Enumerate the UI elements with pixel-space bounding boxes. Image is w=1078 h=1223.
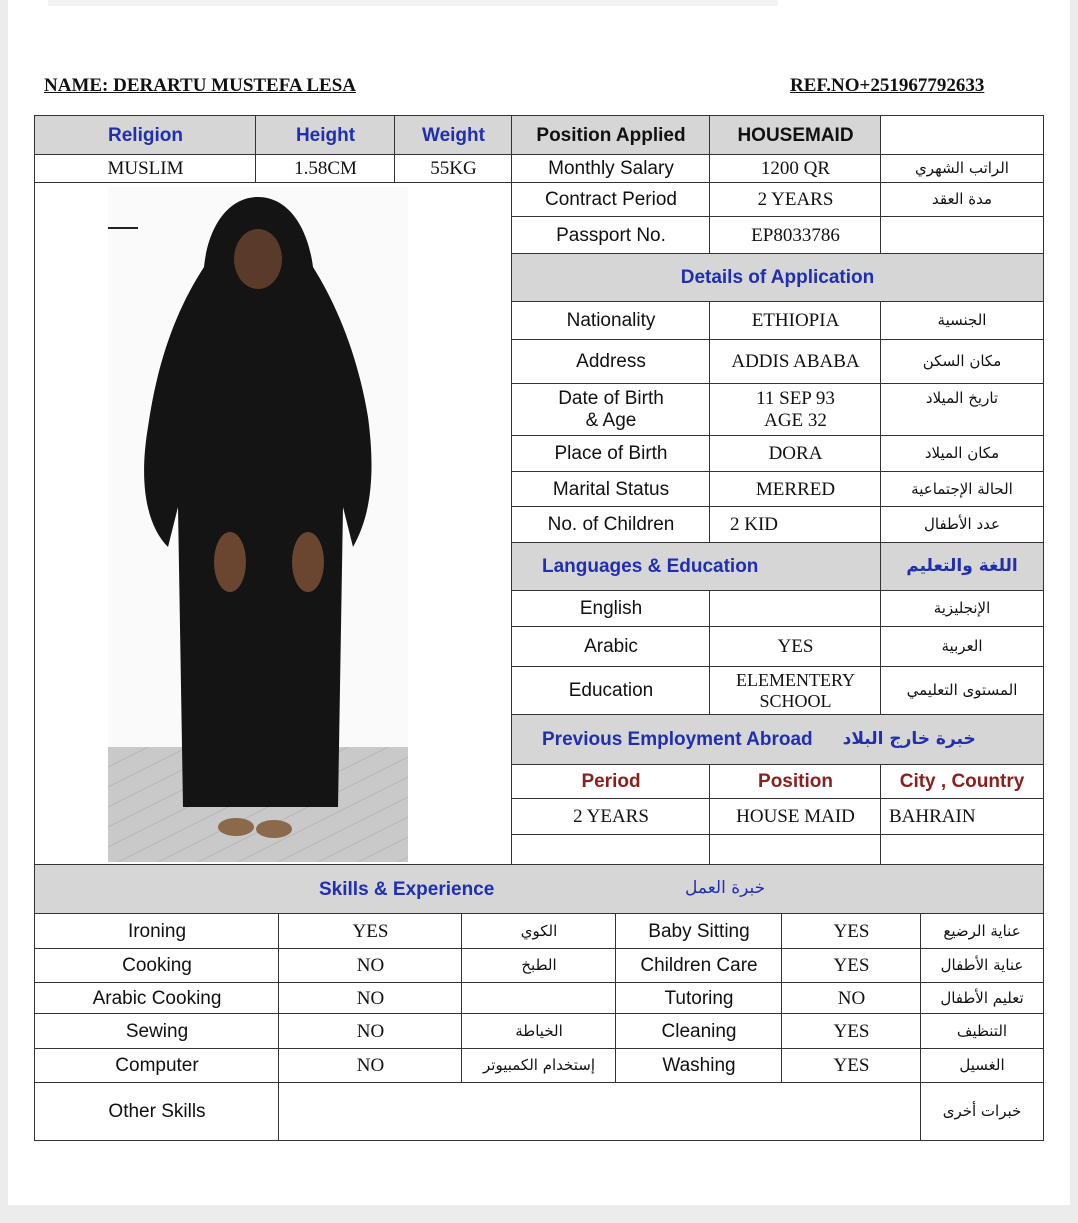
- skill-label: Children Care: [615, 948, 783, 984]
- skill-value: NO: [278, 1048, 463, 1084]
- empty-cell: [880, 834, 1044, 866]
- skill-arabic: الكوي: [461, 913, 617, 950]
- salary-value: 1200 QR: [709, 154, 882, 184]
- skill-arabic: الطبخ: [461, 948, 617, 984]
- children-label: No. of Children: [511, 506, 711, 544]
- skill-value: NO: [278, 1013, 463, 1050]
- skill-label: Baby Sitting: [615, 913, 783, 950]
- education-value: [709, 666, 882, 716]
- skills-section: [34, 864, 1044, 915]
- applicant-name: NAME: DERARTU MUSTEFA LESA: [44, 75, 356, 96]
- nationality-value: ETHIOPIA: [709, 301, 882, 341]
- skill-label: Ironing: [34, 913, 280, 950]
- position-header: Position: [709, 764, 882, 800]
- skill-arabic: تعليم الأطفال: [920, 982, 1044, 1015]
- pob-value: DORA: [709, 435, 882, 473]
- empty-cell: [880, 115, 1044, 156]
- children-value: 2 KID: [709, 506, 882, 544]
- education-arabic: المستوى التعليمي: [880, 666, 1044, 716]
- skill-value: YES: [278, 913, 463, 950]
- skills-section-title: Skills & Experience: [319, 879, 495, 900]
- skill-value: NO: [278, 948, 463, 984]
- skills-section-arabic: خبرة العمل: [685, 878, 766, 898]
- empty-cell: [709, 834, 882, 866]
- other-skills-value: [278, 1082, 922, 1141]
- skill-label: Cooking: [34, 948, 280, 984]
- nationality-arabic: الجنسية: [880, 301, 1044, 341]
- dob-label-line1: Date of Birth: [558, 388, 664, 410]
- salary-label: Monthly Salary: [511, 154, 711, 184]
- employment-section-title: Previous Employment Abroad: [542, 729, 813, 751]
- empty-cell: [511, 834, 711, 866]
- age-value: AGE 32: [764, 410, 827, 431]
- skill-value: YES: [781, 1048, 922, 1084]
- other-skills-arabic: خبرات أخرى: [920, 1082, 1044, 1141]
- dob-arabic: تاريخ الميلاد: [880, 383, 1044, 437]
- skill-arabic: إستخدام الكمبيوتر: [461, 1048, 617, 1084]
- city-country-header: City , Country: [880, 764, 1044, 800]
- passport-label: Passport No.: [511, 216, 711, 255]
- contract-label: Contract Period: [511, 182, 711, 218]
- period-header: Period: [511, 764, 711, 800]
- skill-value: NO: [781, 982, 922, 1015]
- arabic-arabic: العربية: [880, 626, 1044, 668]
- skill-arabic: [461, 982, 617, 1015]
- employment-section: [511, 714, 1044, 766]
- nationality-label: Nationality: [511, 301, 711, 341]
- arabic-label: Arabic: [511, 626, 711, 668]
- skill-value: YES: [781, 913, 922, 950]
- weight-label: Weight: [394, 115, 513, 156]
- languages-section-title: Languages & Education: [511, 542, 882, 592]
- dob-label: [511, 383, 711, 437]
- children-arabic: عدد الأطفال: [880, 506, 1044, 544]
- pob-label: Place of Birth: [511, 435, 711, 473]
- skill-label: Sewing: [34, 1013, 280, 1050]
- dob-value: [709, 383, 882, 437]
- employment-country: BAHRAIN: [880, 798, 1044, 836]
- pob-arabic: مكان الميلاد: [880, 435, 1044, 473]
- position-applied-value: HOUSEMAID: [709, 115, 882, 156]
- religion-label: Religion: [34, 115, 257, 156]
- skill-label: Arabic Cooking: [34, 982, 280, 1015]
- height-label: Height: [255, 115, 396, 156]
- skill-arabic: عناية الأطفال: [920, 948, 1044, 984]
- position-applied-label: Position Applied: [511, 115, 711, 156]
- skill-label: Tutoring: [615, 982, 783, 1015]
- skill-label: Cleaning: [615, 1013, 783, 1050]
- marital-value: MERRED: [709, 471, 882, 508]
- skill-value: YES: [781, 1013, 922, 1050]
- address-label: Address: [511, 339, 711, 385]
- skill-label: Computer: [34, 1048, 280, 1084]
- skill-value: NO: [278, 982, 463, 1015]
- english-arabic: الإنجليزية: [880, 590, 1044, 628]
- employment-period: 2 YEARS: [511, 798, 711, 836]
- english-label: English: [511, 590, 711, 628]
- marital-arabic: الحالة الإجتماعية: [880, 471, 1044, 508]
- skill-arabic: التنظيف: [920, 1013, 1044, 1050]
- skill-value: YES: [781, 948, 922, 984]
- empty-cell: [880, 216, 1044, 255]
- contract-value: 2 YEARS: [709, 182, 882, 218]
- skill-arabic: الخياطة: [461, 1013, 617, 1050]
- skill-arabic: الغسيل: [920, 1048, 1044, 1084]
- skill-arabic: عناية الرضيع: [920, 913, 1044, 950]
- dob-label-line2: & Age: [585, 410, 637, 431]
- salary-arabic: الراتب الشهري: [880, 154, 1044, 184]
- address-arabic: مكان السكن: [880, 339, 1044, 385]
- details-section-title: Details of Application: [511, 253, 1044, 303]
- applicant-photo: [108, 187, 408, 862]
- reference-number: REF.NO+251967792633: [790, 75, 985, 96]
- skill-label: Washing: [615, 1048, 783, 1084]
- english-value: [709, 590, 882, 628]
- religion-value: MUSLIM: [34, 154, 257, 184]
- education-line2: SCHOOL: [759, 691, 832, 711]
- employment-section-arabic: خبرة خارج البلاد: [842, 729, 976, 750]
- education-line1: ELEMENTERY: [736, 670, 855, 691]
- dash-mark: [108, 227, 138, 229]
- dob-date: 11 SEP 93: [756, 388, 835, 410]
- education-label: Education: [511, 666, 711, 716]
- languages-section-arabic: اللغة والتعليم: [880, 542, 1044, 592]
- other-skills-label: Other Skills: [34, 1082, 280, 1141]
- marital-label: Marital Status: [511, 471, 711, 508]
- contract-arabic: مدة العقد: [880, 182, 1044, 218]
- passport-value: EP8033786: [709, 216, 882, 255]
- address-value: ADDIS ABABA: [709, 339, 882, 385]
- weight-value: 55KG: [394, 154, 513, 184]
- height-value: 1.58CM: [255, 154, 396, 184]
- employment-position: HOUSE MAID: [709, 798, 882, 836]
- arabic-value: YES: [709, 626, 882, 668]
